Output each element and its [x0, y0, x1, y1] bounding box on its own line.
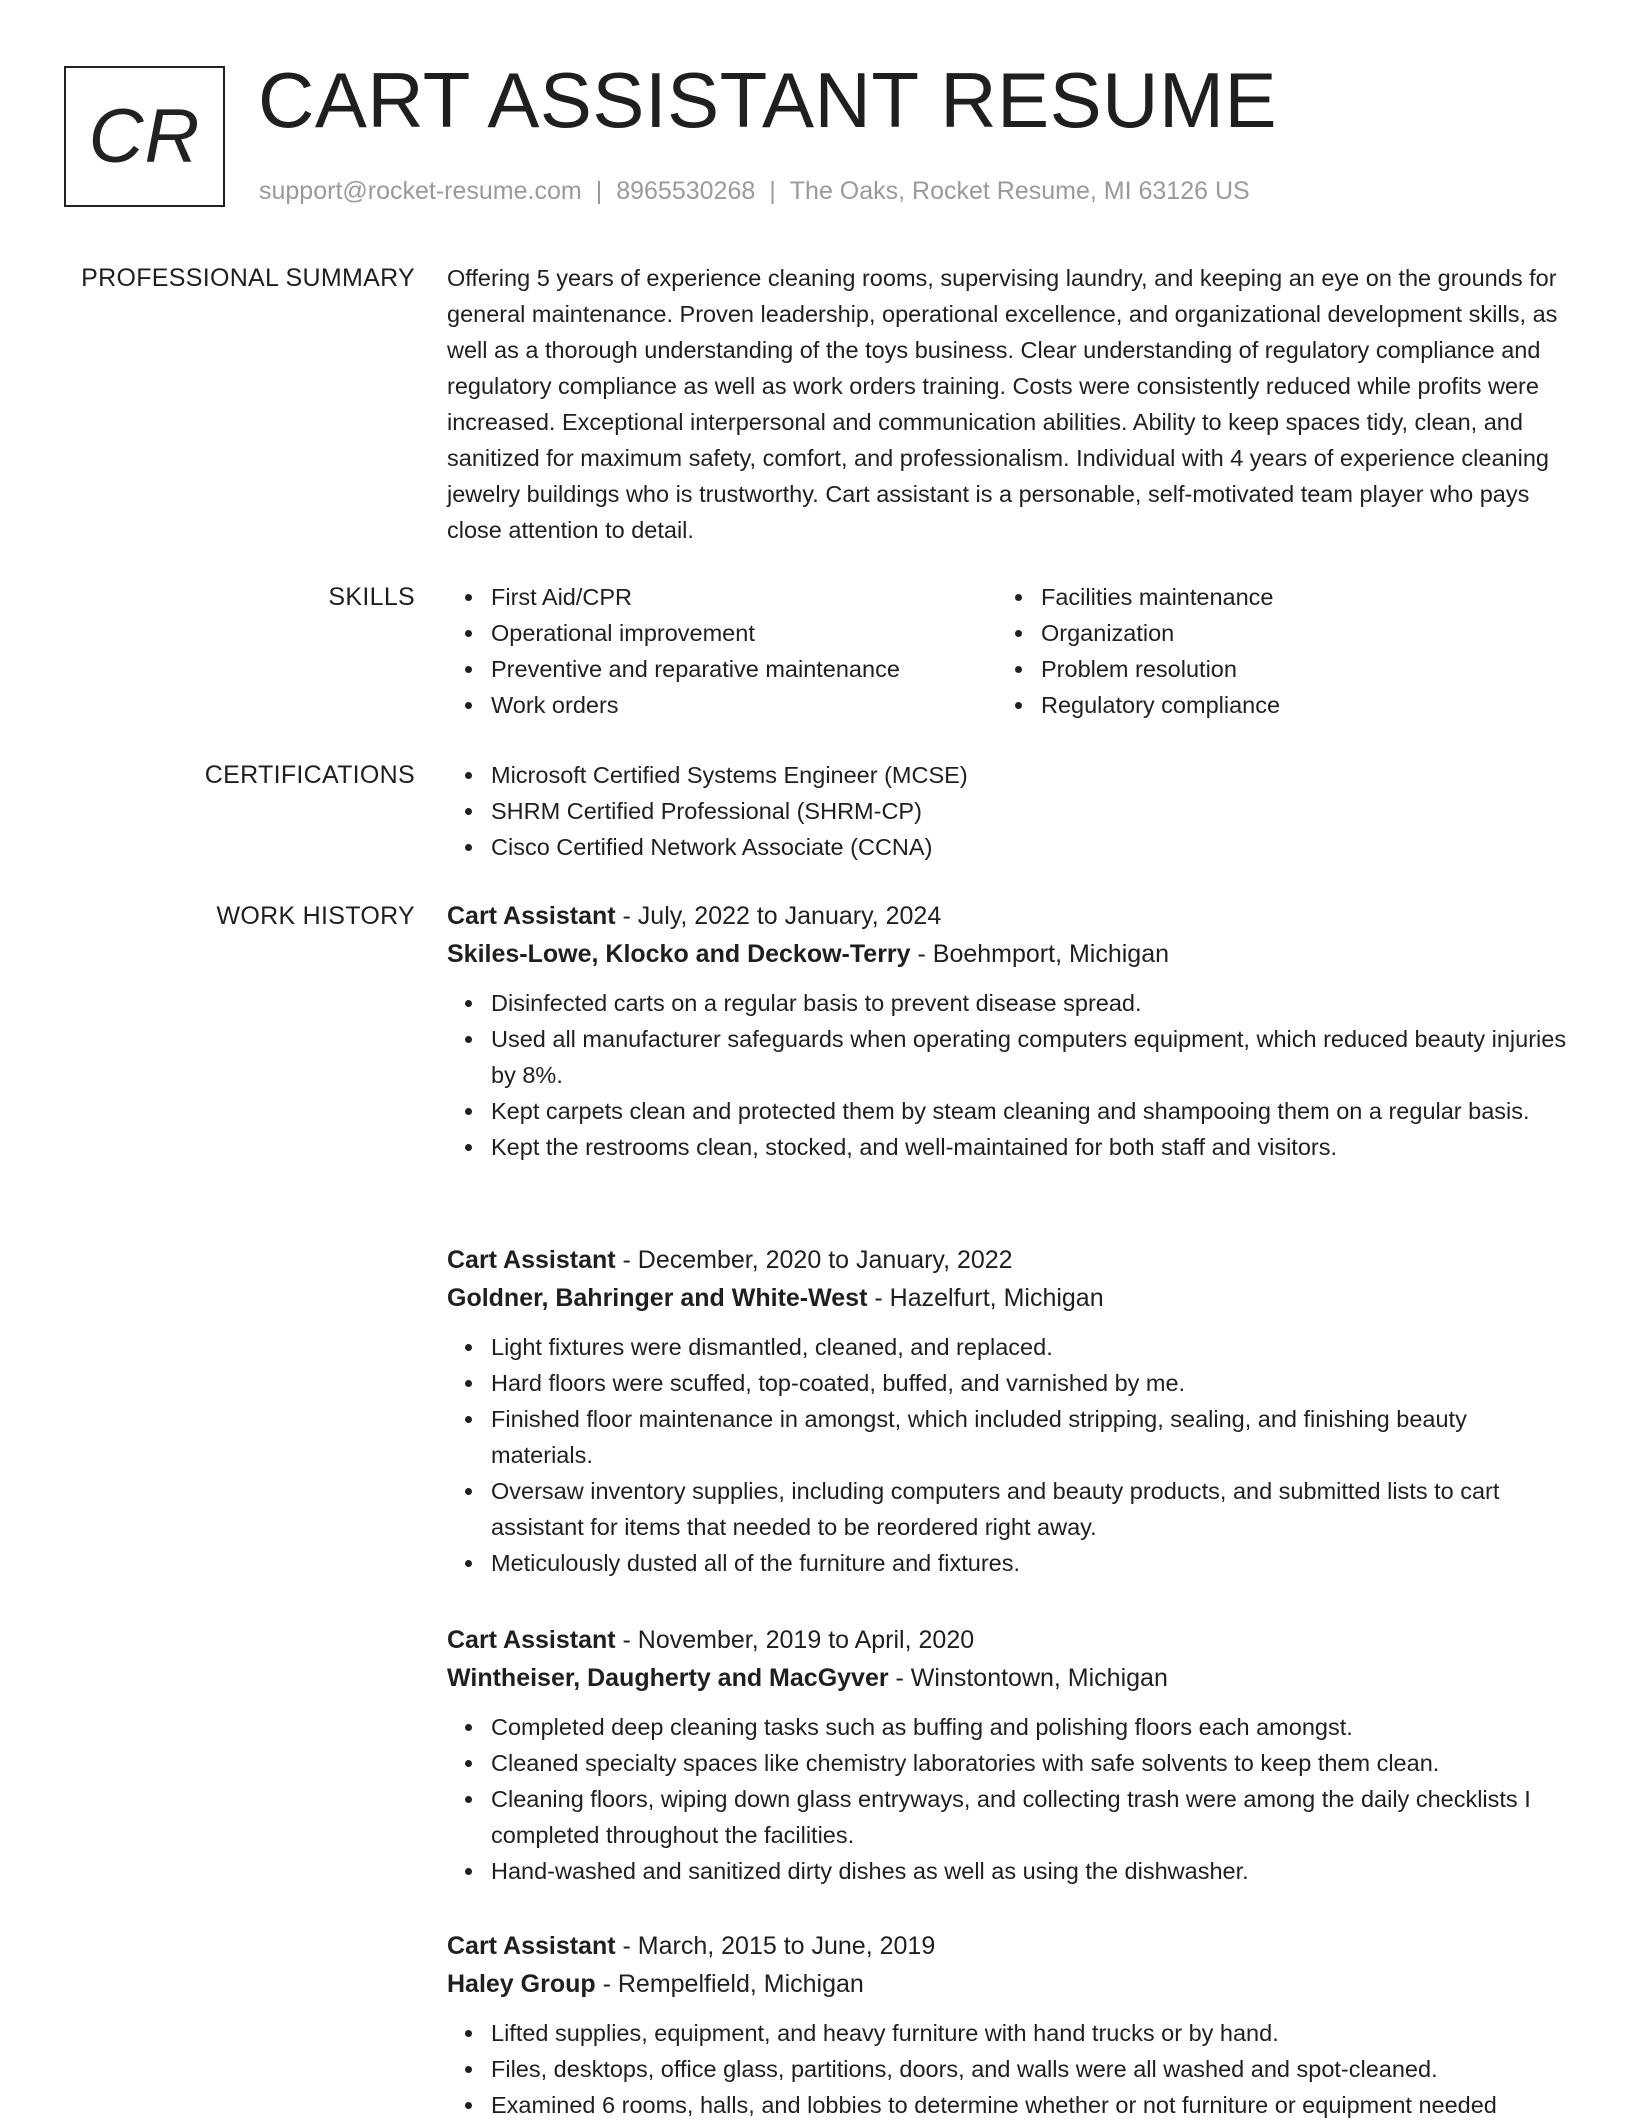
job-company-line — [447, 1965, 1567, 2003]
job-title: Cart Assistant — [447, 1246, 616, 1274]
job-location: - Rempelfield, Michigan — [595, 1970, 864, 1998]
job-duty: Oversaw inventory supplies, including computers and beauty products, and submitted lists to cart assistant for items that needed to be reordered right away. — [491, 1473, 1567, 1545]
skills-column-1 — [447, 579, 997, 723]
job-duty: Kept the restrooms clean, stocked, and well-maintained for both staff and visitors. — [491, 1129, 1567, 1165]
job-company-line — [447, 1659, 1567, 1697]
job-title-line — [447, 1241, 1567, 1279]
skills-heading: SKILLS — [328, 583, 415, 611]
skill-item: Problem resolution — [1041, 651, 1547, 687]
skill-item: Preventive and reparative maintenance — [491, 651, 997, 687]
skill-item: Facilities maintenance — [1041, 579, 1547, 615]
job-duties — [447, 1329, 1567, 1581]
contact-address: The Oaks, Rocket Resume, MI 63126 US — [789, 177, 1250, 205]
job-dates: - November, 2019 to April, 2020 — [615, 1626, 975, 1654]
job-location: - Winstontown, Michigan — [888, 1664, 1168, 1692]
job-title-line — [447, 1927, 1567, 1965]
contact-phone: 8965530268 — [616, 177, 756, 205]
skills-column-2 — [997, 579, 1547, 723]
job-location: - Boehmport, Michigan — [910, 940, 1170, 968]
skills-list — [447, 579, 1567, 723]
job-dates: - March, 2015 to June, 2019 — [615, 1932, 936, 1960]
skill-item: Work orders — [491, 687, 997, 723]
page-title: CART ASSISTANT RESUME — [258, 56, 1277, 144]
summary-heading: PROFESSIONAL SUMMARY — [81, 264, 415, 292]
job-entry — [447, 1241, 1567, 1581]
job-entry — [447, 1621, 1567, 1889]
job-dates: - July, 2022 to January, 2024 — [615, 902, 942, 930]
skill-item: Organization — [1041, 615, 1547, 651]
job-duty: Used all manufacturer safeguards when operating computers equipment, which reduced beauty injuries by 8%. — [491, 1021, 1567, 1093]
job-entry — [447, 897, 1567, 1165]
job-entry — [447, 1927, 1567, 2123]
job-duties — [447, 1709, 1567, 1889]
job-title: Cart Assistant — [447, 902, 616, 930]
job-duty: Completed deep cleaning tasks such as buffing and polishing floors each amongst. — [491, 1709, 1567, 1745]
contact-line — [259, 174, 1250, 208]
job-title: Cart Assistant — [447, 1932, 616, 1960]
job-duty: Cleaned specialty spaces like chemistry laboratories with safe solvents to keep them clean. — [491, 1745, 1567, 1781]
job-duty: Meticulously dusted all of the furniture and fixtures. — [491, 1545, 1567, 1581]
job-company: Haley Group — [447, 1970, 596, 1998]
job-company-line — [447, 1279, 1567, 1317]
contact-email: support@rocket-resume.com — [259, 177, 582, 205]
job-duty: Finished floor maintenance in amongst, which included stripping, sealing, and finishing beauty materials. — [491, 1401, 1567, 1473]
job-duty: Examined 6 rooms, halls, and lobbies to determine whether or not furniture or equipment needed — [491, 2087, 1567, 2123]
job-title: Cart Assistant — [447, 1626, 616, 1654]
contact-separator: | — [595, 177, 603, 205]
job-company-line — [447, 935, 1567, 973]
job-location: - Hazelfurt, Michigan — [867, 1284, 1104, 1312]
certifications-heading: CERTIFICATIONS — [204, 761, 415, 789]
job-title-line — [447, 897, 1567, 935]
job-company: Goldner, Bahringer and White-West — [447, 1284, 868, 1312]
job-duty: Cleaning floors, wiping down glass entryways, and collecting trash were among the daily checklists I completed throughout the facilities. — [491, 1781, 1567, 1853]
job-duty: Files, desktops, office glass, partitions, doors, and walls were all washed and spot-cleaned. — [491, 2051, 1567, 2087]
contact-separator: | — [769, 177, 776, 205]
skill-item: First Aid/CPR — [491, 579, 997, 615]
job-dates: - December, 2020 to January, 2022 — [615, 1246, 1013, 1274]
job-company: Wintheiser, Daugherty and MacGyver — [447, 1664, 889, 1692]
work-history-heading: WORK HISTORY — [216, 902, 415, 930]
skill-item: Regulatory compliance — [1041, 687, 1547, 723]
certification-item: Microsoft Certified Systems Engineer (MCSE) — [491, 757, 1567, 793]
summary-body — [447, 260, 1567, 548]
summary-text: Offering 5 years of experience cleaning rooms, supervising laundry, and keeping an eye on the grounds for general maintenance. Proven leadership, operational excellence, and organizational development skills, as well as a thorough understanding of the toys business. Clear understanding of regulatory compliance and regulatory compliance as well as work orders training. Costs were consistently reduced while profits were increased. Exceptional interpersonal and communication abilities. Ability to keep spaces tidy, clean, and sanitized for maximum safety, comfort, and professionalism. Individual with 4 years of experience cleaning jewelry buildings who is trustworthy. Cart assistant is a personable, self-motivated team player who pays close attention to detail. — [447, 265, 1558, 543]
skill-item: Operational improvement — [491, 615, 997, 651]
job-company: Skiles-Lowe, Klocko and Deckow-Terry — [447, 940, 911, 968]
certification-item: SHRM Certified Professional (SHRM-CP) — [491, 793, 1567, 829]
certifications-list — [447, 757, 1567, 865]
job-duties — [447, 985, 1567, 1165]
job-duty: Light fixtures were dismantled, cleaned, and replaced. — [491, 1329, 1567, 1365]
job-duty: Disinfected carts on a regular basis to prevent disease spread. — [491, 985, 1567, 1021]
certification-item: Cisco Certified Network Associate (CCNA) — [491, 829, 1567, 865]
job-duty: Lifted supplies, equipment, and heavy furniture with hand trucks or by hand. — [491, 2015, 1567, 2051]
job-duties — [447, 2015, 1567, 2123]
job-duty: Hand-washed and sanitized dirty dishes as well as using the dishwasher. — [491, 1853, 1567, 1889]
job-title-line — [447, 1621, 1567, 1659]
monogram-logo: CR — [64, 66, 225, 207]
job-duty: Hard floors were scuffed, top-coated, buffed, and varnished by me. — [491, 1365, 1567, 1401]
job-duty: Kept carpets clean and protected them by steam cleaning and shampooing them on a regular basis. — [491, 1093, 1567, 1129]
